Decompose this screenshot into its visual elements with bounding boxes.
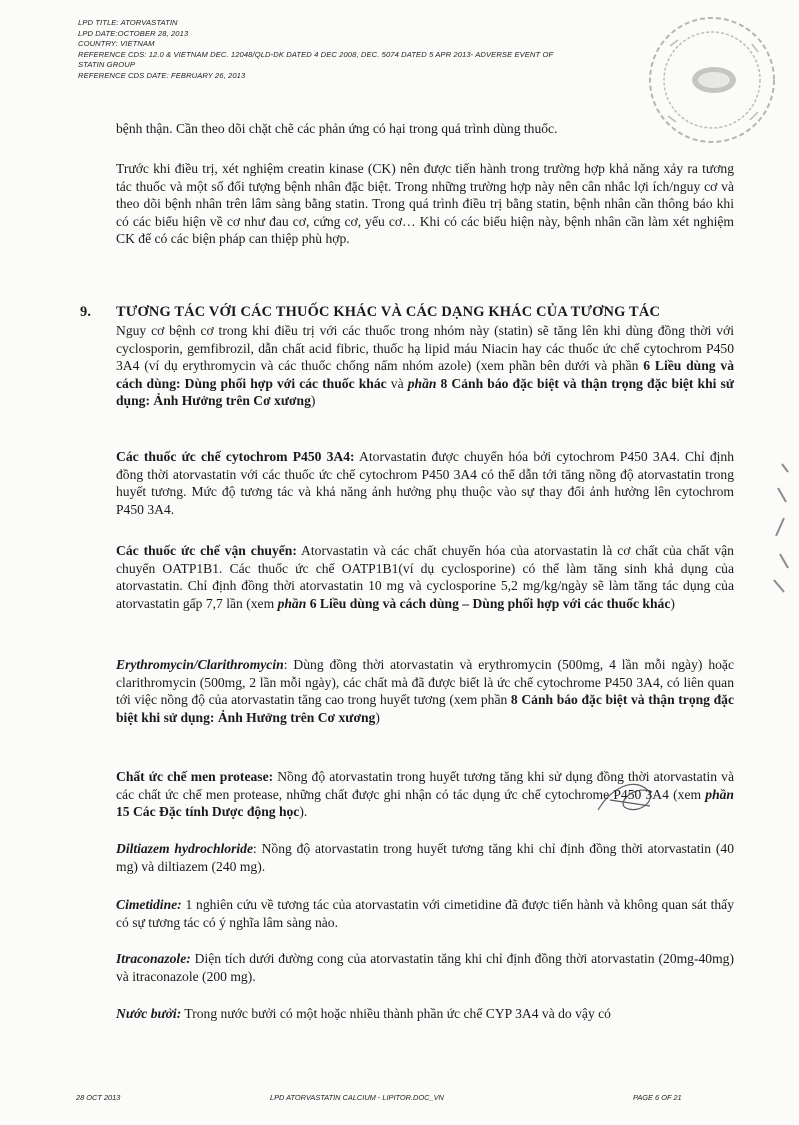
sub-label: Cimetidine: [116, 897, 182, 912]
sub-ref-part: phần [705, 786, 734, 802]
sub-ref: 8 Cảnh báo đặc biệt và thận trọng đặc biệt khi sử dụng: Ảnh Hưởng trên Cơ xương [116, 692, 734, 725]
header-line: COUNTRY: VIETNAM [78, 39, 155, 49]
sub-itraconazole [116, 950, 734, 985]
sub-text: Atorvastatin và các chất chuyển hóa của atorvastatin là cơ chất của chất vận chuyển OATP1B1. Các thuốc ức chế OATP1B1(ví dụ cyclosporine) có thể làm tăng sinh khả dụng của atorvastatin. Chỉ định đồng thời atorvastatin 10 mg và cyclosporine 5,2 mg/kg/ngày sẽ làm tăng tác dụng của atorvastatin gấp 7,7 lần (xem [116, 543, 734, 611]
header-line: LPD DATE:OCTOBER 28, 2013 [78, 28, 189, 38]
sub-end: ) [670, 595, 675, 611]
sub-label: Nước bưởi: [116, 1006, 182, 1021]
sub-grapefruit [116, 1005, 734, 1023]
sub-label: Erythromycin/Clarithromycin [116, 657, 284, 672]
intro-ref-6: 6 Liều dùng và cách dùng: Dùng phối hợp với các thuốc khác [116, 358, 734, 391]
sub-ref: 15 Các Đặc tính Dược động học [116, 804, 300, 820]
sub-label: Chất ức chế men protease: [116, 769, 274, 784]
sub-label: Các thuốc ức chế cytochrom P450 3A4: [116, 449, 355, 464]
sub-text: : Dùng đồng thời atorvastatin và erythromycin (500mg, 4 lần mỗi ngày) hoặc clarithromycin (500mg, 2 lần mỗi ngày), các chất mà đã được biết là ức chế cytochrome P450 3A4, có liên quan tới việc nồng độ của atorvastatin tăng cao trong huyết tương (xem phần [116, 657, 734, 708]
section-9-heading [80, 304, 740, 321]
sub-end: ). [299, 804, 308, 820]
paragraph-text: Trước khi điều trị, xét nghiệm creatin kinase (CK) nên được tiến hành trong trường hợp khả năng xảy ra tương tác thuốc và một số đối tượng bệnh nhân đặc biệt. Trong những trường hợp này nên cân nhắc lợi ích/nguy cơ và theo dõi bệnh nhân trên lâm sàng bằng statin. Trong quá trình điều trị bằng statin, bệnh nhân cần thông báo khi có các biểu hiện về cơ như đau cơ, cứng cơ, yếu cơ… Khi có các biểu hiện này, bệnh nhân cần làm xét nghiệm CK để có các biện pháp can thiệp phù hợp. [116, 161, 734, 247]
section-number: 9. [80, 304, 92, 320]
signature-mark-icon [768, 458, 796, 598]
sub-transport [116, 542, 734, 612]
sub-text: : Nồng độ atorvastatin trong huyết tương tăng khi chỉ định đồng thời atorvastatin (40 mg) và diltiazem (240 mg). [116, 841, 734, 874]
sub-text: 1 nghiên cứu về tương tác của atorvastatin với cimetidine đã được tiến hành và không quan sát thấy có sự tương tác có ý nghĩa lâm sàng nào. [116, 897, 734, 930]
sub-text: Diện tích dưới đường cong của atorvastatin tăng khi chỉ định đồng thời atorvastatin (20mg-40mg) và itraconazole (200 mg). [116, 951, 734, 984]
section-9-intro [116, 322, 734, 410]
footer-page-number: PAGE 6 OF 21 [633, 1093, 682, 1102]
intro-text: Nguy cơ bệnh cơ trong khi điều trị với các thuốc trong nhóm này (statin) sẽ tăng lên khi dùng đồng thời với cyclosporin, gemfibrozil, dẫn chất acid fibric, thuốc hạ lipid máu Niacin hay các thuốc ức chế cytochrom P450 3A4 (ví dụ erythromycin và các thuốc chống nấm nhóm azole) (xem phần bên dưới và phần [116, 323, 734, 374]
header-line: REFERENCE CDS DATE: FEBRUARY 26, 2013 [78, 70, 246, 80]
paragraph-continued [116, 120, 734, 138]
paragraph-ck-test [116, 160, 734, 248]
header-line: LPD TITLE: ATORVASTATIN [78, 18, 178, 27]
intro-end: ) [310, 393, 316, 409]
sub-cimetidine [116, 896, 734, 931]
sub-label: Các thuốc ức chế vận chuyển: [116, 543, 297, 558]
section-title: TƯƠNG TÁC VỚI CÁC THUỐC KHÁC VÀ CÁC DẠNG KHÁC CỦA TƯƠNG TÁC [116, 304, 661, 320]
sub-text: Trong nước bưởi có một hoặc nhiều thành phần ức chế CYP 3A4 và do vậy có [181, 1006, 611, 1021]
sub-text: Nồng độ atorvastatin trong huyết tương tăng khi sử dụng đồng thời atorvastatin và các chất ức chế men protease, những chất được ghi nhận có tác dụng ức chế cytochrome P450 3A4 (xem [116, 769, 734, 802]
sub-cyp450 [116, 448, 734, 518]
sub-erythromycin [116, 656, 734, 726]
handwritten-mark-icon [590, 770, 670, 825]
sub-text: Atorvastatin được chuyển hóa bởi cytochrom P450 3A4. Chỉ định đồng thời atorvastatin với các thuốc ức chế cytochrom P450 3A4 có thể dẫn tới tăng nồng độ atorvastatin trong huyết tương. Mức độ tương tác và khả năng ảnh hưởng phụ thuộc vào sự thay đổi ảnh hưởng lên cytochrom P450 3A4. [116, 449, 734, 517]
footer-date: 28 OCT 2013 [76, 1093, 121, 1102]
sub-label: Itraconazole: [116, 951, 191, 966]
intro-paragraph [116, 322, 734, 410]
sub-end: ) [375, 709, 380, 725]
intro-ref-8: 8 Cảnh báo đặc biệt và thận trọng đặc biệt khi sử dụng: Ảnh Hưởng trên Cơ xương [116, 375, 734, 409]
header-line: STATIN GROUP [78, 60, 136, 70]
header-line: REFERENCE CDS: 12.0 & VIETNAM DEC. 12048/QLD-DK DATED 4 DEC 2008, DEC. 5074 DATED 5 APR 2013- ADVERSE EVENT OF [78, 49, 554, 59]
paragraph-text: bệnh thận. Cần theo dõi chặt chẽ các phản ứng có hại trong quá trình dùng thuốc. [116, 121, 558, 136]
sub-ref-part: phần [277, 595, 307, 611]
intro-joiner: và [386, 375, 408, 391]
sub-label: Diltiazem hydrochloride [116, 841, 253, 856]
footer-document-name: LPD ATORVASTATIN CALCIUM - LIPITOR.DOC_VN [270, 1093, 444, 1102]
sub-ref: 6 Liều dùng và cách dùng – Dùng phối hợp với các thuốc khác [306, 595, 671, 611]
intro-ref-part: phần [407, 375, 437, 391]
sub-diltiazem [116, 840, 734, 875]
